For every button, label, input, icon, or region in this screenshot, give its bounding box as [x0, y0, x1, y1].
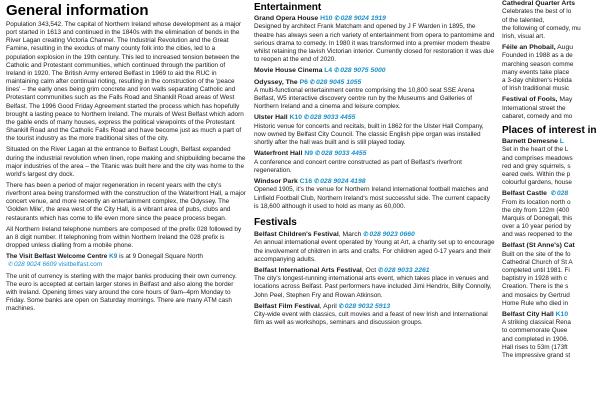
entry-description: A multi-functional entertainment centre comprising the 10,800 seat SSE Arena Belfast, W5 interactive discovery centre run by the Museums and Galleries of Northern Ireland and a cinema and leisure complex. — [254, 87, 475, 111]
entry-line: the city from 122m (400 — [502, 206, 570, 214]
entry-date: Augu — [555, 44, 574, 52]
entry-header — [254, 231, 496, 239]
entry-line: marching season comme — [502, 60, 574, 68]
entry-phone: 028 9032 5913 — [344, 302, 391, 310]
entry-line: Founded in 1988 as a de — [502, 52, 573, 60]
entertainment-item — [254, 178, 496, 211]
fools-entry — [502, 96, 600, 121]
entry-description: Opened 1905, it's the venue for Northern Ireland international football matches and Linfield Football Club, Northern Ireland's most successful side. The current capacity is 18,600 although it used to hold as many as 60,000. — [254, 186, 490, 210]
entry-title: Belfast International Arts Festival — [254, 266, 362, 274]
entry-title: Ulster Hall — [254, 114, 288, 122]
general-information-column — [6, 2, 246, 316]
phone-icon: ✆ — [334, 68, 340, 75]
entry-description: A conference and concert centre constructed as part of Belfast's riverfront regeneration. — [254, 158, 462, 174]
entry-title: Festival of Fools, — [502, 96, 558, 104]
welcome-centre-title: The Visit Belfast Welcome Centre — [6, 253, 108, 261]
entry-line: and mosaics by Gertrud — [502, 291, 570, 299]
entry-date: , March — [338, 230, 362, 238]
entry-header — [254, 178, 496, 186]
entry-line: over a 10 year period by — [502, 223, 571, 230]
entry-line: a 3-day children's Holida — [502, 76, 572, 84]
entry-header — [254, 67, 496, 75]
entry-line: Marquis of Donegall, this — [502, 214, 573, 222]
map-reference: P6 — [299, 78, 308, 86]
entry-line: Creation. There is the s — [502, 283, 569, 291]
feile-entry — [502, 44, 600, 93]
entry-lines — [502, 105, 600, 121]
welcome-centre-paragraph — [6, 253, 246, 269]
entry-line: The impressive grand st — [502, 351, 571, 359]
phone-icon: ✆ — [363, 231, 369, 238]
entry-line: Home Rule who died in — [502, 299, 569, 307]
entry-line: baptistry in 1928 with c — [502, 275, 568, 283]
phone-icon: ✆ — [303, 115, 310, 122]
entry-description: An annual international event operated by Young at Art, a charity set up to encourage the involvement of children in arts and crafts. For children aged 0-17 years and their accompanying adults. — [254, 239, 495, 263]
entry-title: Belfast (St Anne's) Cat — [502, 242, 575, 250]
entry-line: Set in the heart of the L — [502, 146, 569, 154]
cathedral-entry — [502, 242, 600, 308]
entry-title: Cathedral Quarter Arts — [502, 0, 576, 7]
phone-icon: ✆ — [550, 191, 556, 198]
entertainment-item — [254, 67, 496, 75]
entry-lines — [502, 199, 600, 240]
currency-paragraph: The unit of currency is sterling with the major banks producing their own currency. The euro is accepted at certain larger stores in Belfast and also along the border with Ireland. Opening times vary around the core hours of 9am–4pm Monday to Friday. Some banks are open on Saturday mornings. There are many ATM cash machines. — [6, 272, 237, 313]
festival-item — [254, 231, 496, 264]
entry-title: Belfast City Hall — [502, 310, 554, 318]
entry-description: City-wide event with classics, cult movies and a feast of new Irish and International film as well as workshops, seminars and discussion groups. — [254, 311, 488, 327]
entertainment-item — [254, 150, 496, 175]
entry-title: Movie House Cinema — [254, 67, 323, 75]
barnett-entry — [502, 138, 600, 187]
entertainment-heading: Entertainment — [254, 2, 322, 13]
welcome-centre-phone: 028 9024 6609 — [14, 261, 57, 269]
entry-header — [254, 303, 496, 311]
entry-line: Hall rises to 53m (173ft — [502, 343, 568, 351]
entry-lines — [502, 146, 600, 187]
entry-phone: 028 9045 1055 — [315, 78, 362, 86]
entry-title: Barnett Demesne — [502, 137, 558, 145]
entry-phone: 028 9075 5000 — [340, 67, 386, 75]
entertainment-item — [254, 15, 496, 64]
entry-line: Celebrates the best of lo — [502, 8, 572, 16]
entry-header — [254, 150, 496, 158]
entry-description: The city's longest-running international arts event, which takes place in venues and locations across Belfast. Past performers have included Jimi Hendrix, Billy Connolly, John Peel, Stephen Fry and Rowan Atkinson. — [254, 275, 492, 299]
entry-title: Windsor Park — [254, 178, 298, 186]
map-reference: K10 — [289, 114, 302, 122]
entry-title: Belfast Children's Festival — [254, 230, 339, 238]
entry-header — [254, 79, 496, 87]
entry-line: Cathedral Church of St A — [502, 258, 573, 266]
festivals-list — [254, 231, 496, 327]
city-hall-entry — [502, 311, 600, 360]
entertainment-list — [254, 15, 496, 211]
entry-date: May — [557, 96, 573, 104]
entry-line: International street the — [502, 104, 566, 112]
entry-phone: 028 — [556, 190, 569, 198]
entry-lines — [502, 319, 600, 360]
entry-date: , April — [319, 302, 337, 310]
entry-description: Historic venue for concerts and recitals, built in 1862 for the Ulster Hall Company, now owned by Belfast City Council. The classic English pipe organ was installed shortly after the hall was built and is still played today. — [254, 122, 484, 147]
entry-title: Odyssey, The — [254, 78, 298, 86]
map-reference: K9 — [109, 253, 118, 261]
entry-line: cabaret, comedy and mo — [502, 112, 573, 120]
map-reference: C16 — [299, 178, 313, 186]
map-reference: N9 — [304, 150, 314, 158]
entry-line: of Irish traditional music — [502, 85, 570, 93]
general-paragraph: There has been a period of major regeneration in recent years with the city's riverfront area being transformed with the construction of the Waterfront Hall, a major concert venue, and more recently an entertainment complex, the Odyssey. The 'Golden Mile', the area west of the City Hall, is a vibrant area of pubs, clubs and restaurants which has come to life even more since the peace process began. — [6, 181, 246, 222]
entry-line: Irish, visual art. — [502, 32, 545, 40]
phone-icon: ✆ — [378, 267, 384, 274]
entry-line: and completed in 1906. — [502, 335, 569, 343]
festival-item — [254, 267, 496, 300]
entry-title: Belfast Film Festival — [254, 302, 320, 310]
phone-icon: ✆ — [309, 79, 315, 86]
entry-header — [254, 15, 496, 23]
general-paragraph: All Northern Ireland telephone numbers are composed of the prefix 028 followed by an 8 digit number. If telephoning from within Northern Ireland the 028 prefix is dropped unless dialling from a mobile phone. — [6, 225, 242, 250]
entry-line: completed until 1981. Fi — [502, 267, 570, 275]
entry-title: Féile an Phobail, — [502, 44, 556, 52]
entertainment-item — [254, 114, 496, 147]
entry-phone: 028 9023 0660 — [369, 230, 415, 238]
entry-line: eared owls. Within the p — [502, 170, 571, 178]
entry-line: From its location north o — [502, 198, 571, 206]
entry-lines — [502, 8, 600, 41]
festival-item — [254, 303, 496, 328]
map-reference: L4 — [324, 67, 333, 75]
castle-entry — [502, 190, 600, 239]
map-reference: H10 — [320, 15, 333, 22]
entry-description: Designed by architect Frank Matcham and opened by J F Warden in 1895, the theatre has always seen a rich variety of entertainment from opera to pantomime and serious drama to comedy. In 1980 it was transformed into a premier modern theatre whilst retaining the lavish Victorian interior. Currently closed for restoration it was due to reopen at the end of 2020. — [254, 23, 495, 64]
entry-line: many events take place — [502, 68, 570, 76]
entry-title: Waterfront Hall — [254, 150, 303, 158]
entry-lines — [502, 251, 600, 308]
festivals-heading: Festivals — [254, 216, 297, 228]
entry-phone: 028 9033 4455 — [310, 114, 356, 122]
visitbelfast-link[interactable]: visitbelfast.com — [58, 261, 103, 269]
entry-line: and was reopened to the — [502, 231, 573, 239]
entry-line: and comprises meadows — [502, 154, 573, 162]
entry-line: Built on the site of the fo — [502, 250, 571, 258]
map-reference: K10 — [555, 310, 569, 318]
entry-title: Belfast Castle — [502, 190, 547, 198]
general-paragraph: Population 343,542. The capital of Northern Ireland whose development as a major port started in 1613 and continued in the 1840s with the elimination of bends in the River Lagan creating Victoria Channel. The Industrial Revolution and the Great Famine, resulting in the exodus of many county folk into the cities, led to a population explosion in the 19th century. This led to increased tension between the Catholic and Protestant communities, which continued through the partition of Ireland in 1920. The British Army entered Belfast in 1969 to aid the RUC in maintaining calm after continual rioting, resulting in the construction of the 'peace lines' – the early ones being grim concrete and iron walls separating Catholic and Protestant communities such as the Falls Road and Shankill Road areas of West Belfast. The 1996 Good Friday Agreement started the process which has hopefully brought a lasting peace to Northern Ireland. The murals of West Belfast which adorn the gable ends of many houses, express the political viewpoints of the Protestant Shankill Road and the Catholic Falls Road and have become just as much a part of the tourist industry as the more traditional sites of the city. — [6, 21, 244, 143]
map-reference: L — [559, 137, 564, 145]
places-heading: Places of interest in — [502, 124, 597, 136]
entry-header — [254, 114, 496, 122]
welcome-centre-address: is at 9 Donegall Square North — [117, 253, 203, 261]
phone-icon: ✆ — [334, 16, 340, 22]
general-information-heading: General information — [6, 2, 149, 19]
entry-line: A striking classical Rena — [502, 319, 571, 327]
cathedral-quarter-entry — [502, 0, 600, 41]
entry-phone: 028 9024 1919 — [340, 15, 386, 22]
entry-lines — [502, 52, 600, 93]
entry-line: red and grey squirrels, s — [502, 162, 571, 170]
entry-line: of the talented, — [502, 16, 545, 24]
phone-icon: ✆ — [338, 303, 344, 310]
entry-phone: 028 9033 4455 — [321, 150, 367, 158]
phone-icon: ✆ — [315, 151, 321, 158]
entry-line: the following of comedy, mu — [502, 24, 581, 32]
general-paragraph: Situated on the River Lagan at the entrance to Belfast Lough, Belfast expanded during the industrial revolution when linen, rope making and shipbuilding became the major industries of the area – the Titanic was built here and the city was home to the world's largest dry dock. — [6, 146, 246, 178]
entry-title: Grand Opera House — [254, 15, 319, 22]
entry-phone: 028 9033 2261 — [384, 266, 430, 274]
entertainment-item — [254, 79, 496, 112]
phone-icon: ✆ — [314, 179, 320, 186]
phone-icon: ✆ — [8, 262, 14, 269]
entry-header — [254, 267, 496, 275]
entry-line: to commemorate Quee — [502, 327, 568, 335]
entry-line: colourful gardens, house — [502, 178, 572, 186]
entry-date: , Oct — [361, 266, 377, 274]
places-of-interest-column — [502, 0, 600, 363]
entertainment-festivals-column — [254, 2, 496, 330]
entry-phone: 028 9024 4198 — [320, 178, 366, 186]
